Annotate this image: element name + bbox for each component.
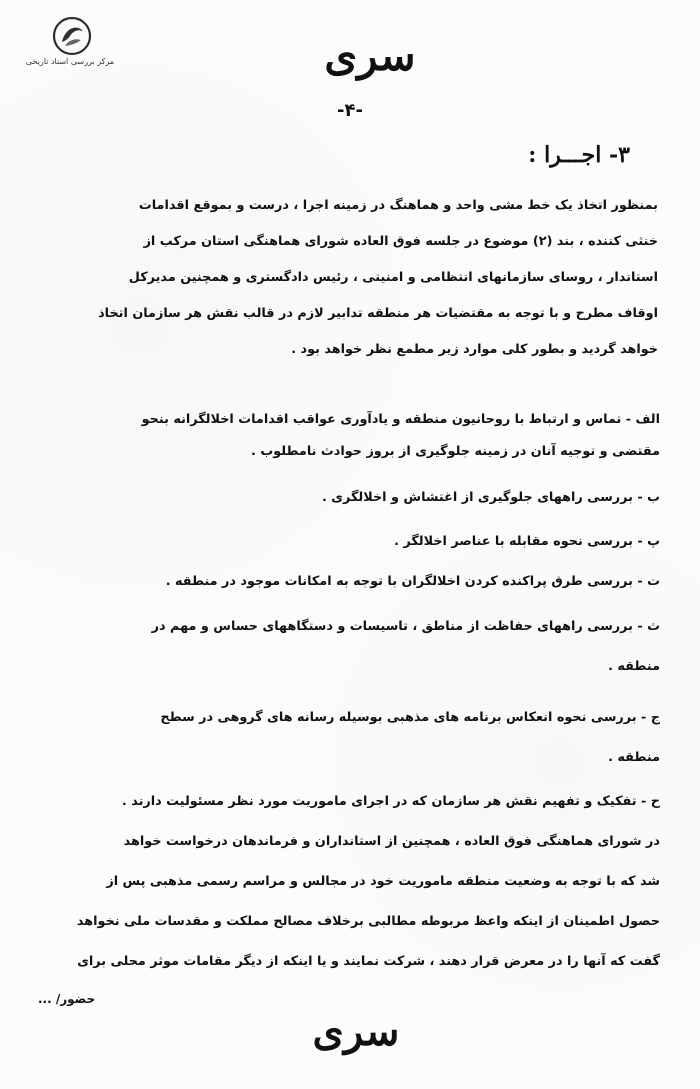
- footer-classification-label: سری: [312, 1008, 400, 1055]
- header-classification-label: سری: [324, 31, 416, 80]
- archive-logo-text: مرکز بررسی اسناد تاریخی: [25, 57, 115, 66]
- body-paragraph: بمنظور اتخاذ یک خط مشی واحد و هماهنگ در زمینه اجرا ، درست و بموقع اقدامات خنثی کننده ، بند (۲) موضوع در جلسه فوق العاده شورای هماهنگی استان مرکب از استاندار ، روسای سازمانهای انتظامی و امنیتی ، رئیس دادگستری و همچنین مدیرکل اوقاف مطرح و با توجه به مقتضیات هر منطقه تدابیر لازم در قالب نقش هر سازمان اتخاذ خواهد گردید و بطور کلی موارد زیر مطمع نظر خواهد بود .: [98, 198, 658, 357]
- archive-logo-icon: [51, 16, 93, 56]
- list-item-alef: الف - تماس و ارتباط با روحانیون منطقه و یادآوری عواقب اقدامات اخلالگرانه بنحو مقتضی و توجیه آنان در زمینه جلوگیری از بروز حوادث نامطلوب .: [141, 412, 660, 459]
- list-item-th: ث - بررسی راههای حفاظت از مناطق ، تاسیسات و دستگاههای حساس و مهم در منطقه .: [151, 619, 660, 674]
- list-item-j: ج - بررسی نحوه انعکاس برنامه های مذهبی بوسیله رسانه های گروهی در سطح منطقه .: [160, 710, 660, 765]
- list-item-h: ح - تفکیک و تفهیم نقش هر سازمان که در اجرای ماموریت مورد نظر مسئولیت دارند . در شورای هماهنگی فوق العاده ، همچنین از استانداران و فرماندهان درخواست خواهد شد که با توجه به وضعیت منطقه ماموریت خود در مجالس و مراسم رسمی مذهبی پس از حصول اطمینان از اینکه واعظ مربوطه مطالبی برخلاف مصالح مملکت و مقدسات ملی نخواهد گفت که آنها را در معرض قرار دهند ، شرکت نمایند و یا اینکه از دیگر مقامات موثر محلی برای: [76, 794, 660, 969]
- list-item-t: ت - بررسی طرق پراکنده کردن اخلالگران با توجه به امکانات موجود در منطقه .: [165, 574, 660, 589]
- closing-word: حضور/ ...: [38, 992, 96, 1006]
- list-item-b: ب - بررسی راههای جلوگیری از اغتشاش و اخلالگری .: [321, 490, 660, 505]
- section-heading: ۳- اجـــرا :: [528, 142, 630, 168]
- list-item-p: پ - بررسی نحوه مقابله با عناصر اخلالگر .: [394, 534, 660, 549]
- page-number: -۴-: [337, 100, 363, 121]
- archive-logo: [14, 16, 126, 72]
